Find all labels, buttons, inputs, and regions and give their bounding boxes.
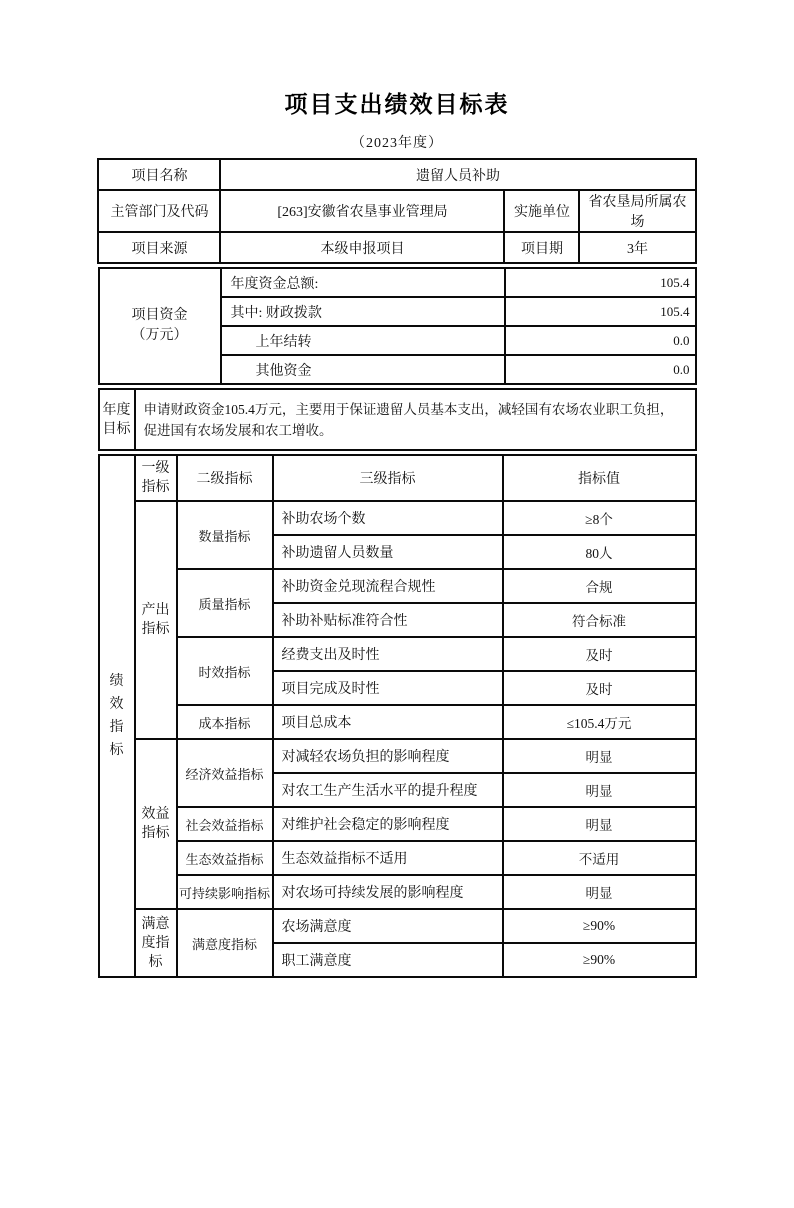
indicator-name: 经费支出及时性 xyxy=(273,637,503,671)
source-label: 项目来源 xyxy=(98,232,220,263)
indicator-value: ≥90% xyxy=(503,909,696,943)
level2-economic: 经济效益指标 xyxy=(177,739,273,807)
period-value: 3年 xyxy=(579,232,695,263)
level2-timeliness: 时效指标 xyxy=(177,637,273,705)
indicator-value: 符合标准 xyxy=(503,603,696,637)
annual-goal-text: 申请财政资金105.4万元，主要用于保证遗留人员基本支出，减轻国有农场农业职工负担，促进国有农场发展和农工增收。 xyxy=(135,389,696,450)
table-row xyxy=(99,569,696,603)
indicator-value: ≥90% xyxy=(503,943,696,977)
project-name-label: 项目名称 xyxy=(98,159,220,190)
table-row xyxy=(99,807,696,841)
indicator-value: 不适用 xyxy=(503,841,696,875)
table-row xyxy=(99,909,696,943)
header-level2: 二级指标 xyxy=(177,455,273,501)
funding-label-line2: （万元） xyxy=(131,328,188,343)
indicator-name: 生态效益指标不适用 xyxy=(273,841,503,875)
level1-output: 产出指标 xyxy=(135,501,177,739)
impl-unit-value: 省农垦局所属农场 xyxy=(579,190,695,232)
funding-total-label: 年度资金总额: xyxy=(221,268,505,297)
indicator-name: 项目总成本 xyxy=(273,705,503,739)
funding-label xyxy=(99,268,221,384)
level2-cost: 成本指标 xyxy=(177,705,273,739)
table-row xyxy=(99,705,696,739)
indicators-side-label xyxy=(99,455,135,977)
indicator-name: 补助资金兑现流程合规性 xyxy=(273,569,503,603)
period-label: 项目期 xyxy=(504,232,579,263)
level2-sustainable: 可持续影响指标 xyxy=(177,875,273,909)
indicator-name: 对维护社会稳定的影响程度 xyxy=(273,807,503,841)
indicator-name: 对减轻农场负担的影响程度 xyxy=(273,739,503,773)
header-value: 指标值 xyxy=(503,455,696,501)
level2-satisfaction: 满意度指标 xyxy=(177,909,273,977)
dept-value: [263]安徽省农垦事业管理局 xyxy=(220,190,504,232)
project-funding-table xyxy=(98,267,697,385)
indicators-side-label-text: 绩效指标 xyxy=(109,674,124,758)
funding-total-value: 105.4 xyxy=(505,268,696,297)
table-row xyxy=(99,739,696,773)
indicator-name: 对农场可持续发展的影响程度 xyxy=(273,875,503,909)
table-row xyxy=(98,159,695,190)
annual-goal-label: 年度目标 xyxy=(99,389,135,450)
funding-fiscal-value: 105.4 xyxy=(505,297,696,326)
table-row xyxy=(99,455,696,501)
dept-label: 主管部门及代码 xyxy=(98,190,220,232)
funding-carryover-label: 上年结转 xyxy=(221,326,505,355)
table-row xyxy=(99,841,696,875)
annual-goal-table xyxy=(98,388,697,451)
funding-other-label: 其他资金 xyxy=(221,355,505,384)
table-row xyxy=(99,389,696,450)
project-name-value: 遗留人员补助 xyxy=(220,159,695,190)
indicator-name: 对农工生产生活水平的提升程度 xyxy=(273,773,503,807)
indicator-value: 80人 xyxy=(503,535,696,569)
source-value: 本级申报项目 xyxy=(220,232,504,263)
level2-quality: 质量指标 xyxy=(177,569,273,637)
indicator-name: 补助遗留人员数量 xyxy=(273,535,503,569)
indicator-value: 及时 xyxy=(503,637,696,671)
indicator-value: 明显 xyxy=(503,773,696,807)
funding-label-line1: 项目资金 xyxy=(131,308,188,323)
indicator-value: 及时 xyxy=(503,671,696,705)
indicator-name: 补助补贴标准符合性 xyxy=(273,603,503,637)
document-page xyxy=(0,86,794,1208)
impl-unit-label: 实施单位 xyxy=(504,190,579,232)
indicator-name: 项目完成及时性 xyxy=(273,671,503,705)
level1-benefit: 效益指标 xyxy=(135,739,177,909)
table-row xyxy=(98,232,695,263)
table-row xyxy=(99,268,696,297)
indicator-value: 明显 xyxy=(503,875,696,909)
level2-ecological: 生态效益指标 xyxy=(177,841,273,875)
level2-quantity: 数量指标 xyxy=(177,501,273,569)
indicator-name: 职工满意度 xyxy=(273,943,503,977)
table-row xyxy=(99,637,696,671)
indicator-value: ≥8个 xyxy=(503,501,696,535)
indicator-name: 补助农场个数 xyxy=(273,501,503,535)
header-level3: 三级指标 xyxy=(273,455,503,501)
indicator-value: 明显 xyxy=(503,739,696,773)
performance-indicators-table xyxy=(98,454,697,978)
project-info-table xyxy=(97,158,696,264)
funding-fiscal-label: 其中: 财政拨款 xyxy=(221,297,505,326)
indicator-value: 合规 xyxy=(503,569,696,603)
level2-social: 社会效益指标 xyxy=(177,807,273,841)
page-subtitle: （2023年度） xyxy=(351,136,443,151)
level1-satisfaction: 满意度指标 xyxy=(135,909,177,977)
page-title: 项目支出绩效目标表 xyxy=(284,91,510,117)
funding-other-value: 0.0 xyxy=(505,355,696,384)
table-row xyxy=(99,875,696,909)
indicator-name: 农场满意度 xyxy=(273,909,503,943)
header-level1: 一级指标 xyxy=(135,455,177,501)
table-row xyxy=(99,501,696,535)
table-row xyxy=(98,190,695,232)
indicator-value: 明显 xyxy=(503,807,696,841)
funding-carryover-value: 0.0 xyxy=(505,326,696,355)
indicator-value: ≤105.4万元 xyxy=(503,705,696,739)
